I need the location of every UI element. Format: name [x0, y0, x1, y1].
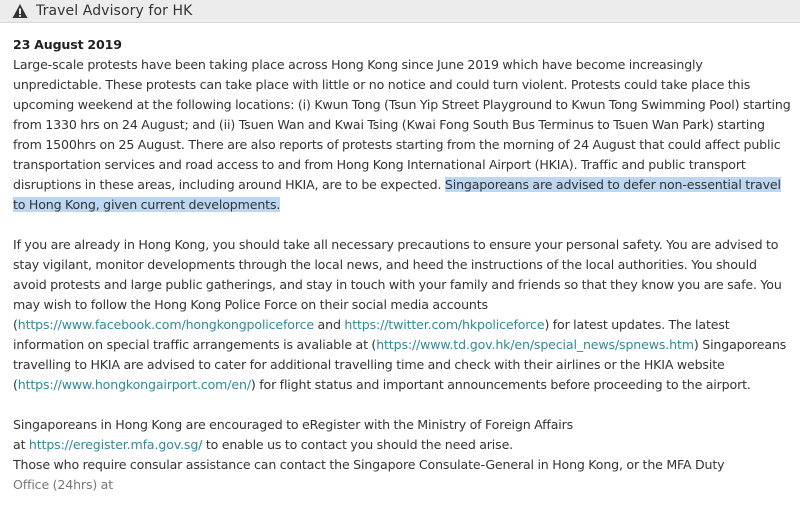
precautions-text-4: ) for flight status and important announcements before proceeding to the airport.: [250, 377, 751, 392]
consular-text: Those who require consular assistance can contact the Singapore Consulate-General in Hong Kong, or the MFA Duty: [13, 457, 725, 472]
eregister-at: at: [13, 437, 29, 452]
precautions-text-2: ) for latest updates. The latest information on special traffic arrangements is avaliable at (: [13, 317, 730, 352]
highlighted-advice: Singaporeans are advised to defer non-essential travel to Hong Kong, given current developments.: [13, 177, 781, 212]
header-title: Travel Advisory for HK: [36, 3, 193, 19]
precautions-text: If you are already in Hong Kong, you should take all necessary precautions to ensure your personal safety. You are advised to stay vigilant, monitor developments through the local news, and heed the instructions of the local authorities. You should avoid protests and large public gatherings, and stay in touch with your family and friends so that they know you are safe. You may wish to follow the Hong Kong Police Force on their social media accounts (: [13, 237, 782, 332]
precautions-text-3: ) Singaporeans travelling to HKIA are advised to cater for additional travelling time and check with their airlines or the HKIA website (: [13, 337, 787, 392]
paragraph-eregister: [13, 415, 791, 495]
facebook-link[interactable]: https://www.facebook.com/hongkongpoliceforce: [17, 317, 314, 332]
advisory-content: [13, 35, 791, 495]
duty-office-text: Office (24hrs) at: [13, 477, 114, 492]
paragraph-precautions: [13, 235, 791, 395]
situation-text: Large-scale protests have been taking place across Hong Kong since June 2019 which have become increasingly unpredictable. These protests can take place with little or no notice and could turn violent. Protests could take place this upcoming weekend at the following locations: (i) Kwun Tong (Tsun Yip Street Playground to Kwun Tong Swimming Pool) starting from 1330 hrs on 24 August; and (ii) Tsuen Wan and Kwai Tsing (Kwai Fong South Bus Terminus to Tsuen Wan Park) starting from 1500hrs on 25 August. There are also reports of protests starting from the morning of 24 August that could affect public transportation services and road access to and from Hong Kong International Airport (HKIA). Traffic and public transport disruptions in these areas, including around HKIA, are to be expected.: [13, 57, 791, 192]
hkia-website-link[interactable]: https://www.hongkongairport.com/en/: [17, 377, 251, 392]
precautions-and: and: [314, 317, 345, 332]
advisory-header: [0, 0, 800, 23]
advisory-date: 23 August 2019: [13, 37, 122, 52]
eregister-link[interactable]: https://eregister.mfa.gov.sg/: [28, 437, 203, 452]
paragraph-situation: [13, 55, 791, 215]
eregister-text: Singaporeans in Hong Kong are encouraged to eRegister with the Ministry of Foreign Affairs: [13, 417, 574, 432]
eregister-text-2: to enable us to contact you should the need arise.: [202, 437, 514, 452]
td-traffic-link[interactable]: https://www.td.gov.hk/en/special_news/spnews.htm: [376, 337, 694, 352]
twitter-link[interactable]: https://twitter.com/hkpoliceforce: [344, 317, 545, 332]
warning-icon: [12, 3, 28, 19]
